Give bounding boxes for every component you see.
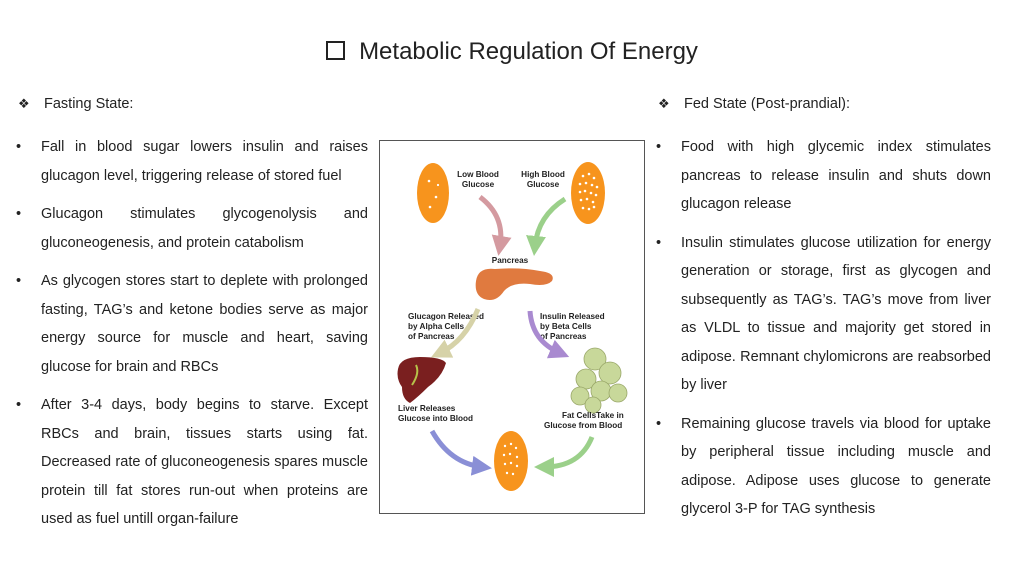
fasting-bullet: • As glycogen stores start to deplete with prolonged fasting, TAG’s and ketone bodies serve as major energy source for muscle and heart, saving glucose for brain and RBCs xyxy=(14,267,368,381)
liver-label-2: Glucose into Blood xyxy=(398,414,474,423)
fasting-heading xyxy=(18,96,133,112)
slide-title xyxy=(0,38,1024,66)
diamond-bullet-icon: ❖ xyxy=(658,96,670,111)
arrow-low-to-pancreas xyxy=(480,197,501,246)
fed-heading-text: Fed State (Post-prandial): xyxy=(684,96,851,112)
high-glucose-cell xyxy=(571,162,605,224)
glucagon-label-3: of Pancreas xyxy=(408,332,455,341)
slide-title-text: Metabolic Regulation Of Energy xyxy=(359,38,698,65)
arrow-high-to-pancreas xyxy=(535,199,565,246)
fasting-bullet: • Fall in blood sugar lowers insulin and raises glucagon level, triggering release of stored fuel xyxy=(14,133,368,190)
insulin-label-1: Insulin Released xyxy=(540,312,605,321)
fat-cells-label-1: Fat CellsTake in xyxy=(562,411,624,420)
low-glucose-label-1: Low Blood xyxy=(457,170,499,179)
checkbox-square-icon xyxy=(326,41,345,60)
high-glucose-label-1: High Blood xyxy=(521,170,565,179)
diamond-bullet-icon: ❖ xyxy=(18,96,30,111)
liver-label-1: Liver Releases xyxy=(398,404,456,413)
fed-bullet-list xyxy=(654,133,991,534)
pancreas-label: Pancreas xyxy=(491,256,529,265)
glucose-regulation-diagram xyxy=(379,140,645,514)
diagram-svg xyxy=(380,141,644,513)
low-glucose-label-2: Glucose xyxy=(461,180,495,189)
fed-bullet: • Remaining glucose travels via blood for uptake by peripheral tissue including muscle and adipose. Adipose uses glucose to generate glycerol 3-P for TAG synthesis xyxy=(654,410,991,524)
fed-bullet: • Insulin stimulates glucose utilization for energy generation or storage, first as glycogen and subsequently as TAG’s. TAG’s move from liver as VLDL to tissue and majority get stored in adipose. Remnant chylomicrons are reabsorbed by liver xyxy=(654,229,991,400)
fat-cells-icon xyxy=(571,348,627,413)
insulin-label-2: by Beta Cells xyxy=(540,322,592,331)
low-glucose-cell xyxy=(417,163,449,223)
fasting-bullet: • Glucagon stimulates glycogenolysis and gluconeogenesis, and protein catabolism xyxy=(14,200,368,257)
pancreas-icon xyxy=(476,268,553,300)
glucagon-label-2: by Alpha Cells xyxy=(408,322,465,331)
glucagon-label-1: Glucagon Released xyxy=(408,312,484,321)
arrow-liver-to-blood xyxy=(432,431,482,467)
high-glucose-label-2: Glucose xyxy=(526,180,560,189)
fasting-bullet-list xyxy=(14,133,368,544)
insulin-label-3: of Pancreas xyxy=(540,332,587,341)
fasting-bullet: • After 3-4 days, body begins to starve. Except RBCs and brain, tissues starts using fat. Decreased rate of gluconeogenesis spares muscle protein till fat stores run-out when proteins are used as fuel untill organ-failure xyxy=(14,391,368,534)
fasting-heading-text: Fasting State: xyxy=(44,96,134,112)
arrow-blood-to-fat xyxy=(544,437,592,467)
liver-icon xyxy=(398,357,447,403)
blood-glucose-cell xyxy=(494,431,528,491)
fat-cells-label-2: Glucose from Blood xyxy=(544,421,623,430)
fed-bullet: • Food with high glycemic index stimulates pancreas to release insulin and shuts down glucagon release xyxy=(654,133,991,219)
fed-heading xyxy=(658,96,850,112)
